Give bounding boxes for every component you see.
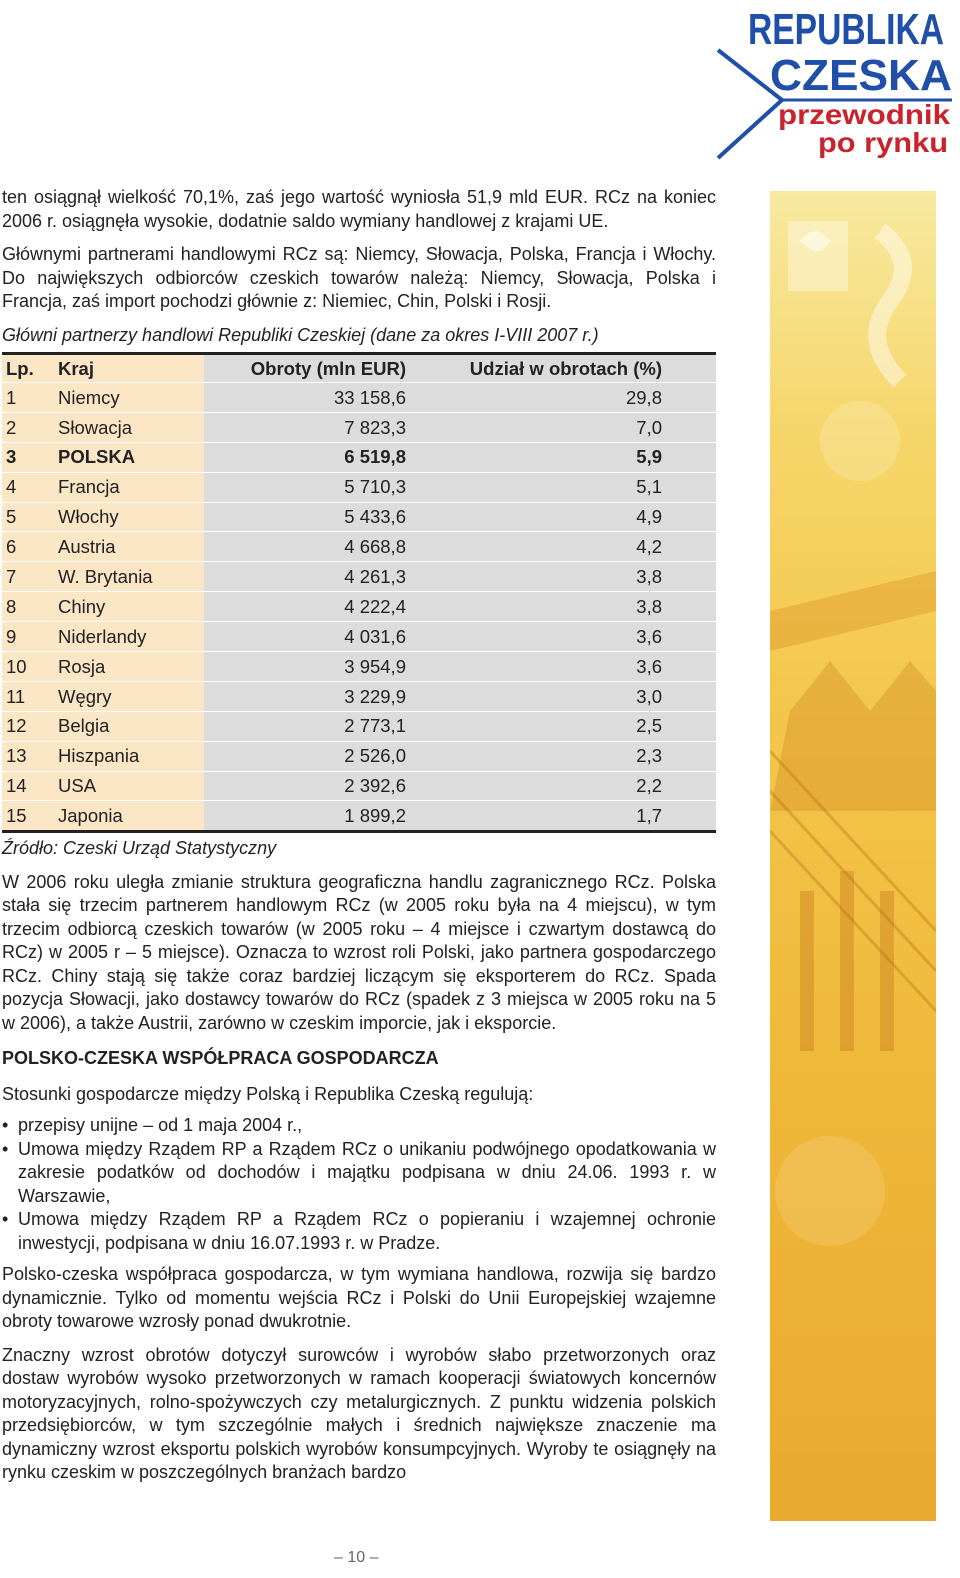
intro-paragraph-2: Głównymi partnerami handlowymi RCz są: Niemcy, Słowacja, Polska, Francja i Włochy. Do największych odbiorców czeskich towarów należą: Niemcy, Słowacja, Polska i Francja, zaś import pochodzi głównie z: Niemiec, Chin, Polski i Rosji. [2, 244, 716, 311]
logo-line4: po rynku [818, 127, 948, 158]
prague-collage-illustration [770, 191, 936, 1521]
table-row [2, 532, 716, 562]
table-row [2, 741, 716, 771]
cell-obroty: 2 526,0 [204, 741, 426, 771]
table-row [2, 711, 716, 741]
cell-obroty: 7 823,3 [204, 412, 426, 442]
table-row [2, 592, 716, 622]
cell-lp: 8 [2, 592, 54, 622]
cell-kraj: Hiszpania [54, 741, 204, 771]
cell-obroty: 1 899,2 [204, 801, 426, 832]
logo-line2: CZESKA [770, 51, 952, 100]
trade-partners-table [2, 352, 716, 833]
table-row [2, 622, 716, 652]
cell-lp: 5 [2, 502, 54, 532]
cell-kraj: Słowacja [54, 412, 204, 442]
table-row [2, 472, 716, 502]
cell-udzial: 3,8 [426, 592, 716, 622]
cell-obroty: 5 433,6 [204, 502, 426, 532]
cell-obroty: 6 519,8 [204, 442, 426, 472]
header-obroty: Obroty (mln EUR) [204, 354, 426, 383]
cell-udzial: 4,2 [426, 532, 716, 562]
cell-obroty: 4 031,6 [204, 622, 426, 652]
list-item: • Umowa między Rządem RP a Rządem RCz o popieraniu i wzajemnej ochronie inwestycji, podpisana w dniu 16.07.1993 r. w Pradze. [2, 1208, 716, 1255]
table-row [2, 502, 716, 532]
list-item: • przepisy unijne – od 1 maja 2004 r., [2, 1114, 716, 1138]
cell-obroty: 2 392,6 [204, 771, 426, 801]
cell-lp: 13 [2, 741, 54, 771]
cell-udzial: 1,7 [426, 801, 716, 832]
table-row [2, 652, 716, 682]
cell-udzial: 4,9 [426, 502, 716, 532]
cell-obroty: 2 773,1 [204, 711, 426, 741]
cell-lp: 6 [2, 532, 54, 562]
cell-kraj: Włochy [54, 502, 204, 532]
list-item: • Umowa między Rządem RP a Rządem RCz o unikaniu podwójnego opodatkowania w zakresie podatków od dochodów i majątku podpisana w dniu 24.06. 1993 r. w Warszawie, [2, 1138, 716, 1209]
table-body [2, 383, 716, 832]
cell-kraj: Węgry [54, 681, 204, 711]
cell-lp: 11 [2, 681, 54, 711]
table-row [2, 442, 716, 472]
section-lead: Stosunki gospodarcze między Polską i Republika Czeską regulują: [2, 1083, 534, 1104]
paragraph-structure-change: W 2006 roku uległa zmianie struktura geograficzna handlu zagranicznego RCz. Polska stała się trzecim partnerem handlowym RCz (w 2005 roku była na 4 miejscu), w tym trzecim odbiorcą czeskich towarów (w 2005 roku – 4 miejsce i czwartym dostawcą do RCz) w 2005 r – 5 miejsce). Oznacza to wzrost roli Polski, jako partnera gospodarczego RCz. Chiny stają się także coraz bardziej liczącym się eksporterem do RCz. Spada pozycja Słowacji, jako dostawcy towarów do RCz (spadek z 3 miejsca w 2005 roku na 5 w 2006), a także Austrii, zarówno w czeskim imporcie, jak i eksporcie. [2, 871, 716, 1033]
cell-lp: 14 [2, 771, 54, 801]
table-row [2, 801, 716, 832]
cell-udzial: 7,0 [426, 412, 716, 442]
cell-kraj: Francja [54, 472, 204, 502]
intro-paragraph-1: ten osiągnął wielkość 70,1%, zaś jego wartość wyniosła 51,9 mld EUR. RCz na koniec 2006 r. osiągnęła wysokie, dodatnie saldo wymiany handlowej z krajami UE. [2, 187, 716, 231]
cell-obroty: 4 222,4 [204, 592, 426, 622]
header-udzial: Udział w obrotach (%) [426, 354, 716, 383]
cell-udzial: 29,8 [426, 383, 716, 413]
table-row [2, 771, 716, 801]
decorative-side-band [770, 191, 936, 1521]
main-content [2, 186, 716, 1485]
cell-udzial: 3,6 [426, 652, 716, 682]
table-row [2, 383, 716, 413]
cell-lp: 1 [2, 383, 54, 413]
paragraph-cooperation: Polsko-czeska współpraca gospodarcza, w tym wymiana handlowa, rozwija się bardzo dynamicznie. Tylko od momentu wejścia RCz i Polski do Unii Europejskiej wzajemne obroty towarowe wzrosły ponad dwukrotnie. [2, 1264, 716, 1332]
cell-obroty: 33 158,6 [204, 383, 426, 413]
cell-obroty: 3 229,9 [204, 681, 426, 711]
cell-lp: 7 [2, 562, 54, 592]
table-header-row [2, 354, 716, 383]
logo-graphic [712, 0, 960, 162]
cell-obroty: 3 954,9 [204, 652, 426, 682]
table-row [2, 412, 716, 442]
paragraph-growth: Znaczny wzrost obrotów dotyczył surowców i wyrobów słabo przetworzonych oraz dostaw wyrobów wysoko przetworzonych w ramach kooperacji światowych koncernów motoryzacyjnych, rolno-spożywczych czy metalurgicznych. Z punktu widzenia polskich przedsiębiorców, w tym szczególnie małych i średnich największe znaczenie ma dynamiczny wzrost eksportu polskich wyrobów konsumpcyjnych. Wyroby te osiągnęły na rynku czeskim w poszczególnych branżach bardzo [2, 1344, 716, 1483]
cell-obroty: 4 668,8 [204, 532, 426, 562]
cell-lp: 12 [2, 711, 54, 741]
cell-lp: 3 [2, 442, 54, 472]
cell-udzial: 2,3 [426, 741, 716, 771]
table-source: Źródło: Czeski Urząd Statystyczny [2, 838, 277, 859]
cell-udzial: 3,0 [426, 681, 716, 711]
cell-lp: 10 [2, 652, 54, 682]
cell-kraj: Chiny [54, 592, 204, 622]
cell-udzial: 3,6 [426, 622, 716, 652]
regulations-list [2, 1114, 716, 1255]
cell-kraj: Belgia [54, 711, 204, 741]
cell-kraj: Niemcy [54, 383, 204, 413]
cell-lp: 4 [2, 472, 54, 502]
section-heading: POLSKO-CZESKA WSPÓŁPRACA GOSPODARCZA [2, 1048, 439, 1069]
cell-kraj: Japonia [54, 801, 204, 832]
republika-czeska-logo [712, 0, 960, 162]
cell-obroty: 4 261,3 [204, 562, 426, 592]
page-number: – 10 – [334, 1549, 379, 1566]
cell-kraj: Niderlandy [54, 622, 204, 652]
logo-line3: przewodnik [778, 99, 951, 130]
cell-udzial: 5,1 [426, 472, 716, 502]
cell-lp: 15 [2, 801, 54, 832]
header-kraj: Kraj [54, 354, 204, 383]
table-row [2, 562, 716, 592]
cell-lp: 2 [2, 412, 54, 442]
cell-kraj: Rosja [54, 652, 204, 682]
cell-udzial: 2,2 [426, 771, 716, 801]
cell-lp: 9 [2, 622, 54, 652]
cell-udzial: 3,8 [426, 562, 716, 592]
logo-line1: REPUBLIKA [748, 5, 944, 54]
cell-kraj: POLSKA [54, 442, 204, 472]
cell-kraj: USA [54, 771, 204, 801]
cell-obroty: 5 710,3 [204, 472, 426, 502]
table-row [2, 681, 716, 711]
cell-udzial: 2,5 [426, 711, 716, 741]
cell-kraj: Austria [54, 532, 204, 562]
cell-kraj: W. Brytania [54, 562, 204, 592]
header-lp: Lp. [2, 354, 54, 383]
table-caption: Główni partnerzy handlowi Republiki Czeskiej (dane za okres I-VIII 2007 r.) [2, 324, 599, 345]
cell-udzial: 5,9 [426, 442, 716, 472]
